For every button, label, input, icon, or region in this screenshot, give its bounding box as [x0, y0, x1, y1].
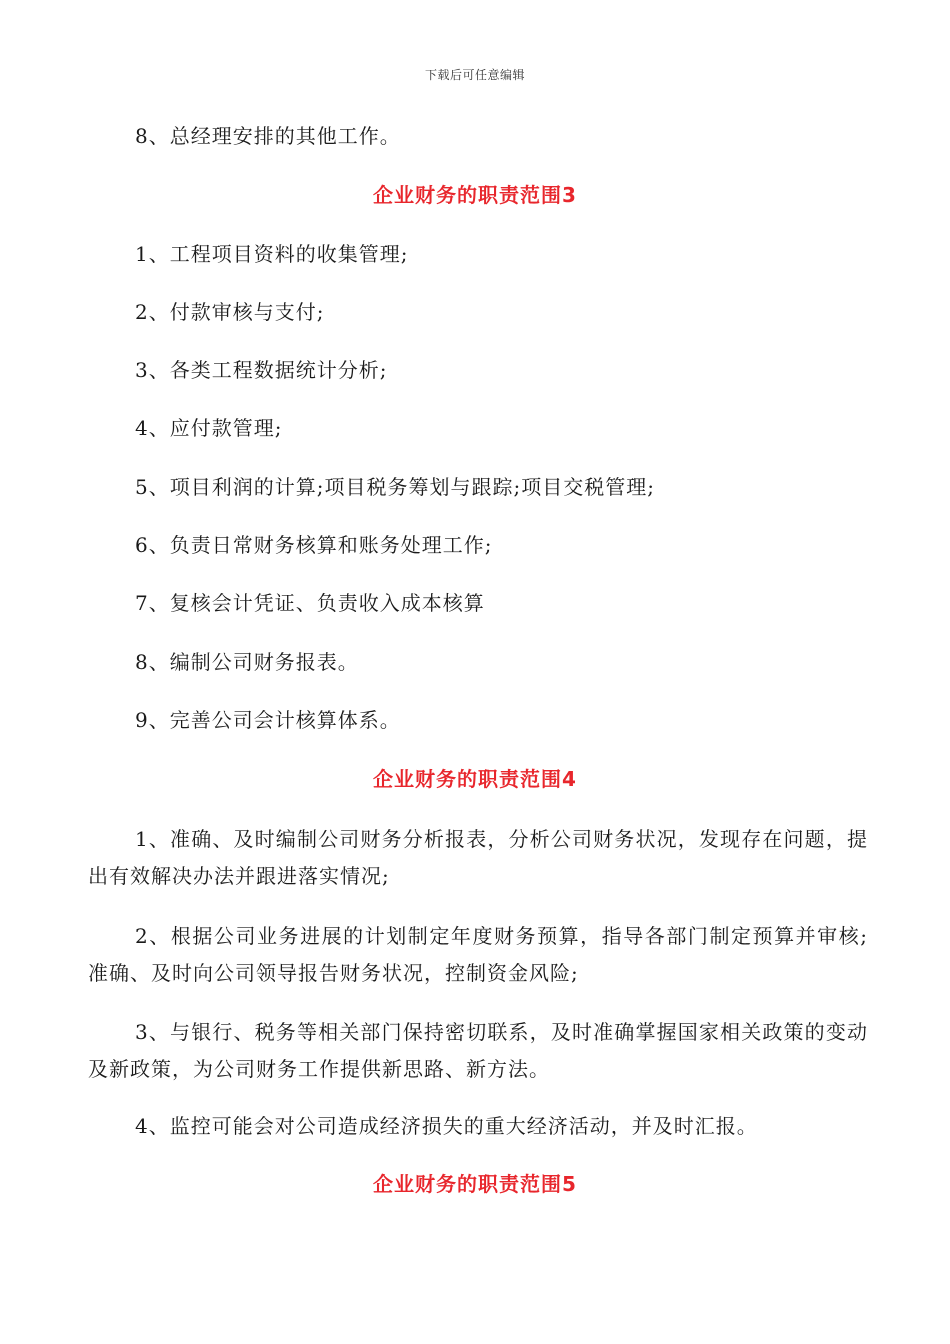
intro-item: 8、总经理安排的其他工作。 — [135, 124, 401, 148]
section-5-heading: 企业财务的职责范围5 — [373, 1172, 577, 1196]
header-note: 下载后可任意编辑 — [424, 68, 525, 82]
section-3-item-9: 9、完善公司会计核算体系。 — [135, 708, 401, 732]
section-3-item-5: 5、项目利润的计算;项目税务筹划与跟踪;项目交税管理; — [135, 475, 655, 499]
section-4-item-2: 2、根据公司业务进展的计划制定年度财务预算，指导各部门制定预算并审核;准确、及时向公司领导报告财务状况，控制资金风险; — [88, 924, 868, 985]
section-3-item-8: 8、编制公司财务报表。 — [135, 650, 359, 674]
section-3-item-2: 2、付款审核与支付; — [135, 300, 325, 324]
section-3-item-3: 3、各类工程数据统计分析; — [135, 358, 388, 382]
section-4-item-1: 1、准确、及时编制公司财务分析报表，分析公司财务状况，发现存在问题，提出有效解决办法并跟进落实情况; — [88, 827, 868, 888]
section-4-item-4: 4、监控可能会对公司造成经济损失的重大经济活动，并及时汇报。 — [135, 1114, 758, 1138]
section-3-item-1: 1、工程项目资料的收集管理; — [135, 242, 409, 266]
section-3-item-7: 7、复核会计凭证、负责收入成本核算 — [135, 591, 485, 615]
section-3-heading: 企业财务的职责范围3 — [373, 183, 577, 207]
section-3-item-6: 6、负责日常财务核算和账务处理工作; — [135, 533, 493, 557]
section-4-item-3: 3、与银行、税务等相关部门保持密切联系，及时准确掌握国家相关政策的变动及新政策，为公司财务工作提供新思路、新方法。 — [88, 1020, 868, 1081]
section-4-heading: 企业财务的职责范围4 — [373, 767, 577, 791]
section-3-item-4: 4、应付款管理; — [135, 416, 283, 440]
